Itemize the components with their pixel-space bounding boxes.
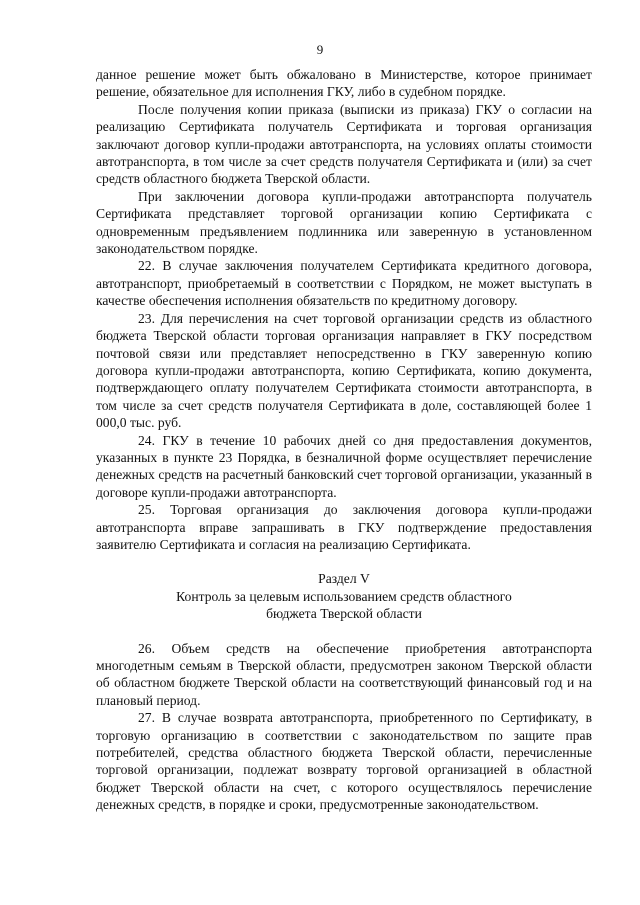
paragraph-clause-24: 24. ГКУ в течение 10 рабочих дней со дня предоставления документов, указанных в пункте 23 Порядка, в безналичной форме осуществляет перечисление денежных средств на расчетный банковский счет торговой организации, указанный в договоре купли-продажи автотранспорта. [96,432,592,500]
paragraph-clause-26: 26. Объем средств на обеспечение приобретения автотранспорта многодетным семьям в Тверской области, предусмотрен законом Тверской области об областном бюджете Тверской области на соответствующий финансовый год и на плановый период. [96,640,592,708]
section-number: Раздел V [318,571,370,587]
paragraph-clause-27: 27. В случае возврата автотранспорта, приобретенного по Сертификату, в торговую организацию в соответствии с законодательством по защите прав потребителей, средства областного бюджета Тверской области, перечисленные торговой организации, подлежат возврату торговой организацией в областной бюджет Тверской области на счет, с которого осуществлялось перечисление денежных средств, в порядке и сроки, предусмотренные законодательством. [96,710,592,813]
paragraph-certificate-copy: При заключении договора купли-продажи автотранспорта получатель Сертификата представляет торговой организации копию Сертификата с одновременным предъявлением подлинника или заверенную в установленном законодательством порядке. [96,188,592,257]
section-title-line-2: бюджета Тверской области [266,606,422,622]
document-body [96,66,592,814]
paragraph-clause-22: 22. В случае заключения получателем Сертификата кредитного договора, автотранспорт, приобретаемый в соответствии с Порядком, не может выступать в качестве обеспечения исполнения обязательств по кредитному договору. [96,258,592,309]
paragraph-continuation: данное решение может быть обжаловано в Министерстве, которое принимает решение, обязательное для исполнения ГКУ, либо в судебном порядке. [96,67,592,100]
paragraph-clause-25: 25. Торговая организация до заключения договора купли-продажи автотранспорта вправе запрашивать в ГКУ подтверждение предоставления заявителю Сертификата и согласия на реализацию Сертификата. [96,502,592,552]
paragraph-clause-23: 23. Для перечисления на счет торговой организации средств из областного бюджета Тверской области торговая организация направляет в ГКУ посредством почтовой связи или представляет непосредственно в ГКУ заверенную копию договора купли-продажи автотранспорта, копию Сертификата, копию документа, подтверждающего оплату получателем Сертификата стоимости автотранспорта, в том числе за счет средств получателя Сертификата в доле, составляющей более 1 000,0 тыс. руб. [96,310,592,431]
section-title-line-1: Контроль за целевым использованием средств областного [176,588,512,604]
page-number: 9 [316,42,324,57]
paragraph-contract-conclusion: После получения копии приказа (выписки из приказа) ГКУ о согласии на реализацию Сертификата получатель Сертификата и торговая организация заключают договор купли-продажи автотранспорта, на условиях оплаты стоимости автотранспорта, в том числе за счет средств получателя Сертификата и (или) за счет средств областного бюджета Тверской области. [96,101,592,187]
